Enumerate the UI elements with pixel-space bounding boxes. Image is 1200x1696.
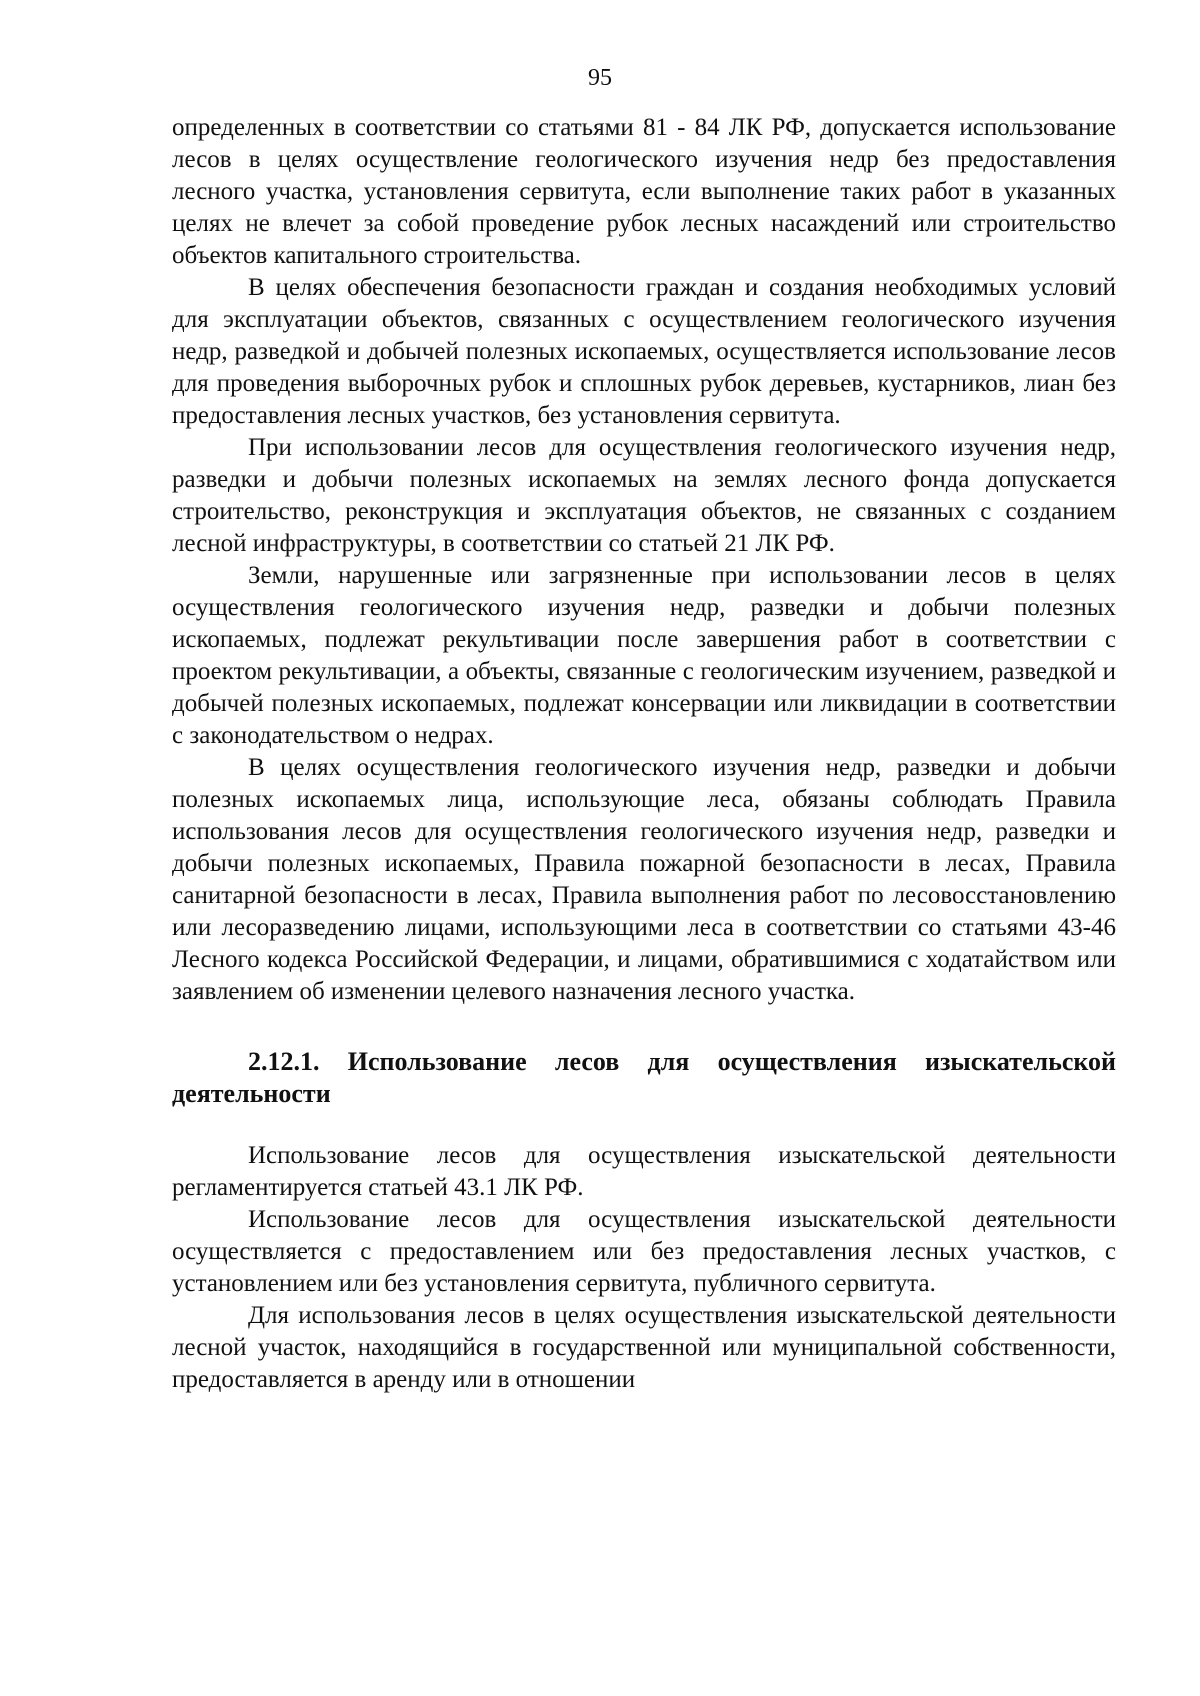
page-number: 95 xyxy=(588,65,612,91)
paragraph-servitude: Использование лесов для осуществления изыскательской деятельности осуществляется с предоставлением или без предоставления лесных участков, с установлением или без установления сервитута, публичного сервитута. xyxy=(172,1206,1116,1297)
paragraph-construction: При использовании лесов для осуществления геологического изучения недр, разведки и добычи полезных ископаемых на землях лесного фонда допускается строительство, реконструкция и эксплуатация объектов, не связанных с созданием лесной инфраструктуры, в соответствии со статьей 21 ЛК РФ. xyxy=(172,434,1116,557)
document-body xyxy=(172,112,1116,1396)
section-heading: 2.12.1. Использование лесов для осуществления изыскательской деятельности xyxy=(172,1047,1116,1108)
paragraph-regulation: Использование лесов для осуществления изыскательской деятельности регламентируется статьей 43.1 ЛК РФ. xyxy=(172,1142,1116,1201)
paragraph-continuation: определенных в соответствии со статьями 81 - 84 ЛК РФ, допускается использование лесов в целях осуществление геологического изучения недр без предоставления лесного участка, установления сервитута, если выполнение таких работ в указанных целях не влечет за собой проведение рубок лесных насаждений или строительство объектов капитального строительства. xyxy=(172,114,1116,269)
paragraph-recultivation: Земли, нарушенные или загрязненные при использовании лесов в целях осуществления геологического изучения недр, разведки и добычи полезных ископаемых, подлежат рекультивации после завершения работ в соответствии с проектом рекультивации, а объекты, связанные с геологическим изучением, разведкой и добычей полезных ископаемых, подлежат консервации или ликвидации в соответствии с законодательством о недрах. xyxy=(172,562,1116,749)
paragraph-rules: В целях осуществления геологического изучения недр, разведки и добычи полезных ископаемых лица, использующие леса, обязаны соблюдать Правила использования лесов для осуществления геологического изучения недр, разведки и добычи полезных ископаемых, Правила пожарной безопасности в лесах, Правила санитарной безопасности в лесах, Правила выполнения работ по лесовосстановлению или лесоразведению лицами, использующими леса в соответствии со статьями 43-46 Лесного кодекса Российской Федерации, и лицами, обратившимися с ходатайством или заявлением об изменении целевого назначения лесного участка. xyxy=(172,754,1116,1005)
paragraph-safety-logging: В целях обеспечения безопасности граждан и создания необходимых условий для эксплуатации объектов, связанных с осуществлением геологического изучения недр, разведкой и добычей полезных ископаемых, осуществляется использование лесов для проведения выборочных рубок и сплошных рубок деревьев, кустарников, лиан без предоставления лесных участков, без установления сервитута. xyxy=(172,274,1116,429)
paragraph-lease: Для использования лесов в целях осуществления изыскательской деятельности лесной участок, находящийся в государственной или муниципальной собственности, предоставляется в аренду или в отношении xyxy=(172,1302,1116,1393)
section-body xyxy=(172,1140,1116,1396)
section-heading-block xyxy=(172,1046,1116,1110)
